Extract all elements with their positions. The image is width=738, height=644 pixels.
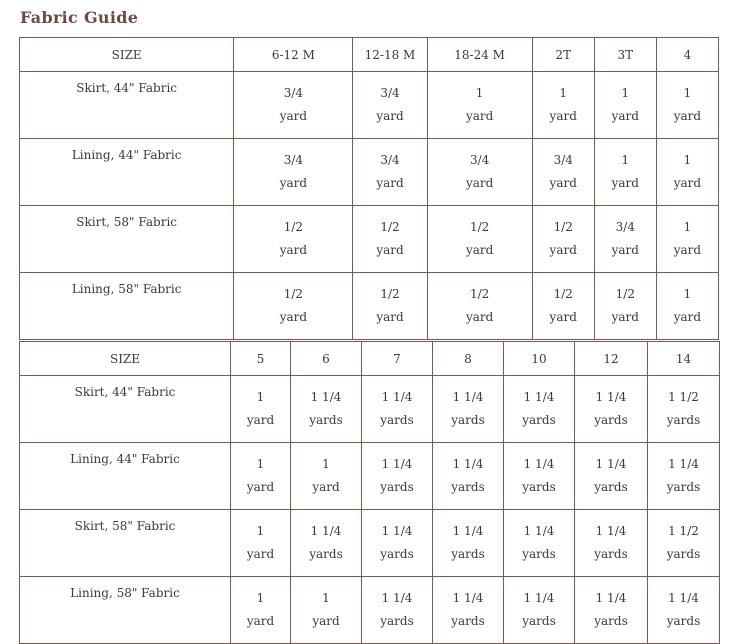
quantity-unit: yards (594, 614, 628, 628)
quantity-unit: yards (666, 413, 701, 427)
table-row (20, 273, 719, 340)
table-row (20, 376, 720, 443)
table-cell (648, 510, 720, 577)
quantity-value: 1/2 (553, 287, 573, 301)
table-cell (231, 376, 291, 443)
column-header: 4 (656, 38, 718, 72)
table-row (20, 206, 719, 273)
quantity-unit: yards (309, 413, 343, 427)
table-header-row (20, 38, 719, 72)
quantity-unit: yard (549, 310, 577, 324)
quantity-value: 1 (256, 591, 265, 605)
fabric-table-small-sizes (19, 37, 719, 340)
quantity-value: 3/4 (615, 220, 635, 234)
quantity-unit: yard (611, 176, 639, 190)
column-header: 8 (433, 342, 504, 376)
row-label: Skirt, 44" Fabric (20, 72, 234, 139)
quantity-value: 1/2 (283, 220, 304, 234)
quantity-value: 1 1/4 (452, 524, 484, 538)
quantity-unit: yards (380, 413, 414, 427)
quantity-value: 1/2 (380, 287, 400, 301)
quantity-unit: yard (673, 176, 702, 190)
quantity-unit: yard (246, 614, 275, 628)
quantity-unit: yard (312, 614, 340, 628)
row-label: Lining, 58" Fabric (20, 577, 231, 644)
quantity-unit: yard (246, 480, 275, 494)
quantity-value: 1 (683, 220, 692, 234)
quantity-unit: yards (666, 480, 701, 494)
row-label: Skirt, 58" Fabric (20, 510, 231, 577)
quantity-value: 3/4 (283, 153, 304, 167)
quantity-value: 1 1/4 (668, 457, 699, 471)
table-row (20, 577, 720, 644)
table-cell (648, 376, 720, 443)
quantity-unit: yard (611, 243, 639, 257)
table-cell (291, 443, 362, 510)
quantity-unit: yards (594, 547, 628, 561)
row-label: Lining, 58" Fabric (20, 273, 234, 340)
table-cell (594, 139, 656, 206)
quantity-value: 1/2 (615, 287, 635, 301)
quantity-unit: yard (246, 413, 275, 427)
quantity-value: 1 (475, 86, 484, 100)
quantity-unit: yard (465, 176, 494, 190)
quantity-unit: yard (611, 109, 639, 123)
quantity-unit: yard (376, 176, 404, 190)
quantity-value: 1 1/2 (668, 524, 699, 538)
quantity-value: 1 1/4 (523, 457, 555, 471)
table-row (20, 510, 720, 577)
quantity-value: 1 1/4 (523, 524, 555, 538)
quantity-value: 1 1/2 (668, 390, 699, 404)
quantity-unit: yard (279, 310, 308, 324)
quantity-unit: yards (666, 547, 701, 561)
page-title: Fabric Guide (20, 8, 139, 27)
quantity-unit: yard (465, 243, 494, 257)
table-cell (433, 510, 504, 577)
quantity-unit: yards (380, 614, 414, 628)
quantity-value: 3/4 (283, 86, 304, 100)
quantity-value: 1/2 (469, 287, 490, 301)
quantity-value: 1 (683, 86, 692, 100)
quantity-unit: yards (522, 413, 556, 427)
row-label: Skirt, 58" Fabric (20, 206, 234, 273)
table-row (20, 72, 719, 139)
table-cell (575, 443, 648, 510)
quantity-unit: yard (279, 243, 308, 257)
quantity-unit: yards (594, 480, 628, 494)
quantity-value: 1 (621, 86, 630, 100)
table-cell (575, 376, 648, 443)
table-cell (291, 510, 362, 577)
quantity-unit: yards (522, 480, 556, 494)
quantity-unit: yards (451, 547, 485, 561)
quantity-value: 1 1/4 (452, 457, 484, 471)
quantity-unit: yard (673, 310, 702, 324)
column-header: 18-24 M (427, 38, 532, 72)
column-header: SIZE (20, 342, 231, 376)
quantity-unit: yards (451, 480, 485, 494)
table-cell (656, 273, 718, 340)
quantity-value: 1 1/4 (452, 591, 484, 605)
table-cell (504, 376, 575, 443)
quantity-value: 1/2 (469, 220, 490, 234)
quantity-unit: yard (376, 243, 404, 257)
table-cell (234, 273, 353, 340)
table-cell (427, 206, 532, 273)
row-label: Skirt, 44" Fabric (20, 376, 231, 443)
quantity-unit: yards (522, 614, 556, 628)
column-header: 10 (504, 342, 575, 376)
table-cell (234, 72, 353, 139)
quantity-unit: yard (549, 243, 577, 257)
quantity-value: 1 (256, 390, 265, 404)
table-cell (362, 577, 433, 644)
table-cell (594, 206, 656, 273)
table-cell (656, 139, 718, 206)
row-label: Lining, 44" Fabric (20, 139, 234, 206)
quantity-value: 3/4 (380, 153, 400, 167)
table-cell (353, 206, 427, 273)
table-cell (231, 577, 291, 644)
table-cell (433, 577, 504, 644)
column-header: 7 (362, 342, 433, 376)
table-cell (532, 139, 594, 206)
quantity-value: 1/2 (553, 220, 573, 234)
column-header: SIZE (20, 38, 234, 72)
column-header: 2T (532, 38, 594, 72)
quantity-value: 1 (256, 457, 265, 471)
quantity-value: 1 1/4 (452, 390, 484, 404)
table-cell (231, 510, 291, 577)
column-header: 5 (231, 342, 291, 376)
table-cell (575, 510, 648, 577)
table-cell (234, 206, 353, 273)
table-cell (291, 376, 362, 443)
table-cell (427, 72, 532, 139)
table-cell (532, 72, 594, 139)
table-cell (291, 577, 362, 644)
table-cell (504, 443, 575, 510)
column-header: 14 (648, 342, 720, 376)
table-cell (427, 273, 532, 340)
quantity-value: 1 1/4 (310, 390, 342, 404)
quantity-value: 1 1/4 (595, 591, 627, 605)
quantity-unit: yard (312, 480, 340, 494)
table-cell (594, 72, 656, 139)
quantity-value: 1/2 (283, 287, 304, 301)
table-row (20, 139, 719, 206)
quantity-value: 1 (683, 287, 692, 301)
table-cell (594, 273, 656, 340)
table-cell (362, 510, 433, 577)
quantity-value: 1 1/4 (595, 390, 627, 404)
quantity-unit: yards (666, 614, 701, 628)
quantity-value: 1 (621, 153, 630, 167)
quantity-unit: yard (549, 109, 577, 123)
table-header-row (20, 342, 720, 376)
quantity-unit: yards (380, 547, 414, 561)
quantity-value: 1 (322, 591, 330, 605)
quantity-unit: yards (522, 547, 556, 561)
quantity-value: 3/4 (553, 153, 573, 167)
column-header: 12 (575, 342, 648, 376)
quantity-value: 1 1/4 (595, 457, 627, 471)
quantity-value: 1 1/4 (381, 390, 413, 404)
table-cell (427, 139, 532, 206)
table-cell (362, 376, 433, 443)
table-cell (656, 206, 718, 273)
table-cell (353, 139, 427, 206)
quantity-unit: yard (279, 109, 308, 123)
quantity-value: 3/4 (469, 153, 490, 167)
quantity-unit: yard (549, 176, 577, 190)
quantity-value: 1 1/4 (523, 591, 555, 605)
fabric-table-large-sizes (19, 341, 720, 644)
quantity-value: 1 1/4 (381, 457, 413, 471)
quantity-unit: yard (673, 109, 702, 123)
quantity-unit: yard (376, 109, 404, 123)
quantity-unit: yards (451, 614, 485, 628)
column-header: 6 (291, 342, 362, 376)
table-row (20, 443, 720, 510)
table-cell (532, 206, 594, 273)
table-cell (648, 443, 720, 510)
quantity-value: 1 (683, 153, 692, 167)
quantity-unit: yards (380, 480, 414, 494)
table-cell (504, 577, 575, 644)
table-cell (532, 273, 594, 340)
column-header: 12-18 M (353, 38, 427, 72)
quantity-value: 1 1/4 (523, 390, 555, 404)
column-header: 3T (594, 38, 656, 72)
quantity-value: 1 1/4 (381, 591, 413, 605)
quantity-unit: yards (594, 413, 628, 427)
quantity-unit: yard (246, 547, 275, 561)
quantity-value: 3/4 (380, 86, 400, 100)
table-cell (353, 273, 427, 340)
table-cell (433, 376, 504, 443)
table-cell (656, 72, 718, 139)
row-label: Lining, 44" Fabric (20, 443, 231, 510)
quantity-value: 1 1/4 (668, 591, 699, 605)
quantity-value: 1 (322, 457, 330, 471)
table-cell (234, 139, 353, 206)
quantity-value: 1 1/4 (381, 524, 413, 538)
quantity-value: 1/2 (380, 220, 400, 234)
quantity-unit: yard (673, 243, 702, 257)
table-cell (353, 72, 427, 139)
quantity-value: 1 (559, 86, 568, 100)
quantity-value: 1 1/4 (310, 524, 342, 538)
table-cell (575, 577, 648, 644)
quantity-unit: yard (465, 310, 494, 324)
quantity-value: 1 (256, 524, 265, 538)
quantity-unit: yards (309, 547, 343, 561)
table-cell (648, 577, 720, 644)
table-cell (504, 510, 575, 577)
quantity-unit: yard (279, 176, 308, 190)
quantity-unit: yard (611, 310, 639, 324)
quantity-unit: yards (451, 413, 485, 427)
table-cell (362, 443, 433, 510)
quantity-value: 1 1/4 (595, 524, 627, 538)
quantity-unit: yard (376, 310, 404, 324)
column-header: 6-12 M (234, 38, 353, 72)
table-cell (433, 443, 504, 510)
table-cell (231, 443, 291, 510)
quantity-unit: yard (465, 109, 494, 123)
